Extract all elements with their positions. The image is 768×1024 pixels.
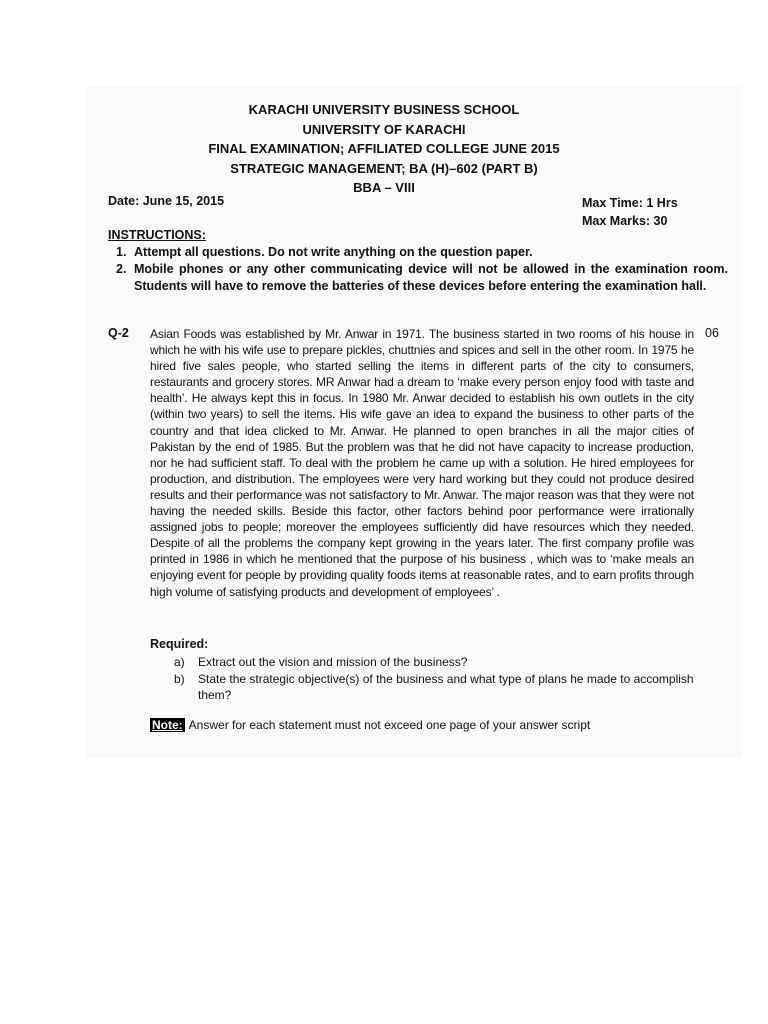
- max-time: Max Time: 1 Hrs: [582, 196, 678, 210]
- exam-date: Date: June 15, 2015: [108, 194, 225, 208]
- school-name: KARACHI UNIVERSITY BUSINESS SCHOOL: [248, 102, 520, 117]
- question-marks: 06: [705, 326, 719, 340]
- note-line: [150, 718, 590, 732]
- course-title: STRATEGIC MANAGEMENT; BA (H)–602 (PART B): [230, 160, 538, 176]
- question-label: Q-2: [108, 326, 129, 340]
- required-list: [150, 654, 698, 704]
- required-item: [150, 671, 698, 704]
- note-text: Answer for each statement must not exceed one page of your answer script: [188, 718, 591, 732]
- instruction-text: Attempt all questions. Do not write anything on the question paper.: [134, 245, 533, 259]
- question-case-text: Asian Foods was established by Mr. Anwar in 1971. The business started in two rooms of his house in which he with his wife use to prepare pickles, chuttnies and spices and sell in the other room. In 1975 he hired five sales people, who started selling the items in different parts of the city to consumers, restaurants and grocery stores. MR Anwar had a dream to ‘make every person enjoy food with taste and health’. He always kept this in focus. In 1980 Mr. Anwar decided to establish his own outlets in the city (within two years) to sell the items. His wife gave an idea to expand the business to other parts of the country and that idea clicked to Mr. Anwar. He planned to open branches in all the major cities of Pakistan by the end of 1985. But the problem was that he did not have capacity to increase production, nor he had sufficient staff. To deal with the problem he came up with a solution. He hired employees for production, and distribution. The employees were very hard working but they could not produce desired results and their performance was not satisfactory to Mr. Anwar. The major reason was that they were not having the needed skills. Beside this factor, other factors behind poor performance were irrationally assigned jobs to people; moreover the employees sufficiently did have resources which they needed. Despite of all the problems the company kept growing in the years later. The first company profile was printed in 1986 in which he mentioned that the purpose of his business , which was to ‘make meals an enjoying event for people by providing quality foods items at reasonable rates, and to earn profits through high volume of satisfying products and development of employees’ .: [150, 327, 694, 599]
- instructions-list: [108, 244, 728, 295]
- instruction-text: Mobile phones or any other communicating device will not be allowed in the examination room. Students will have to remove the batteries of these devices before entering the examination hall.: [134, 262, 728, 293]
- instruction-number: 2.: [116, 262, 127, 276]
- required-heading: Required:: [150, 637, 209, 651]
- max-marks: Max Marks: 30: [582, 214, 668, 228]
- exam-title: FINAL EXAMINATION; AFFILIATED COLLEGE JUNE 2015: [208, 141, 560, 156]
- required-text: State the strategic objective(s) of the business and what type of plans he made to accomplish them?: [198, 671, 694, 702]
- required-item: [150, 654, 698, 671]
- exam-header: [0, 100, 768, 198]
- instruction-item: [108, 244, 728, 261]
- required-text: Extract out the vision and mission of the business?: [198, 655, 468, 669]
- university-name: UNIVERSITY OF KARACHI: [302, 121, 466, 137]
- instruction-item: [108, 261, 728, 295]
- note-tag: Note:: [152, 718, 183, 732]
- instructions-heading: INSTRUCTIONS:: [108, 228, 206, 242]
- required-letter: a): [174, 655, 185, 669]
- instruction-number: 1.: [116, 245, 127, 259]
- required-letter: b): [174, 671, 185, 686]
- exam-limits: [582, 194, 678, 230]
- program-title: BBA – VIII: [353, 180, 415, 195]
